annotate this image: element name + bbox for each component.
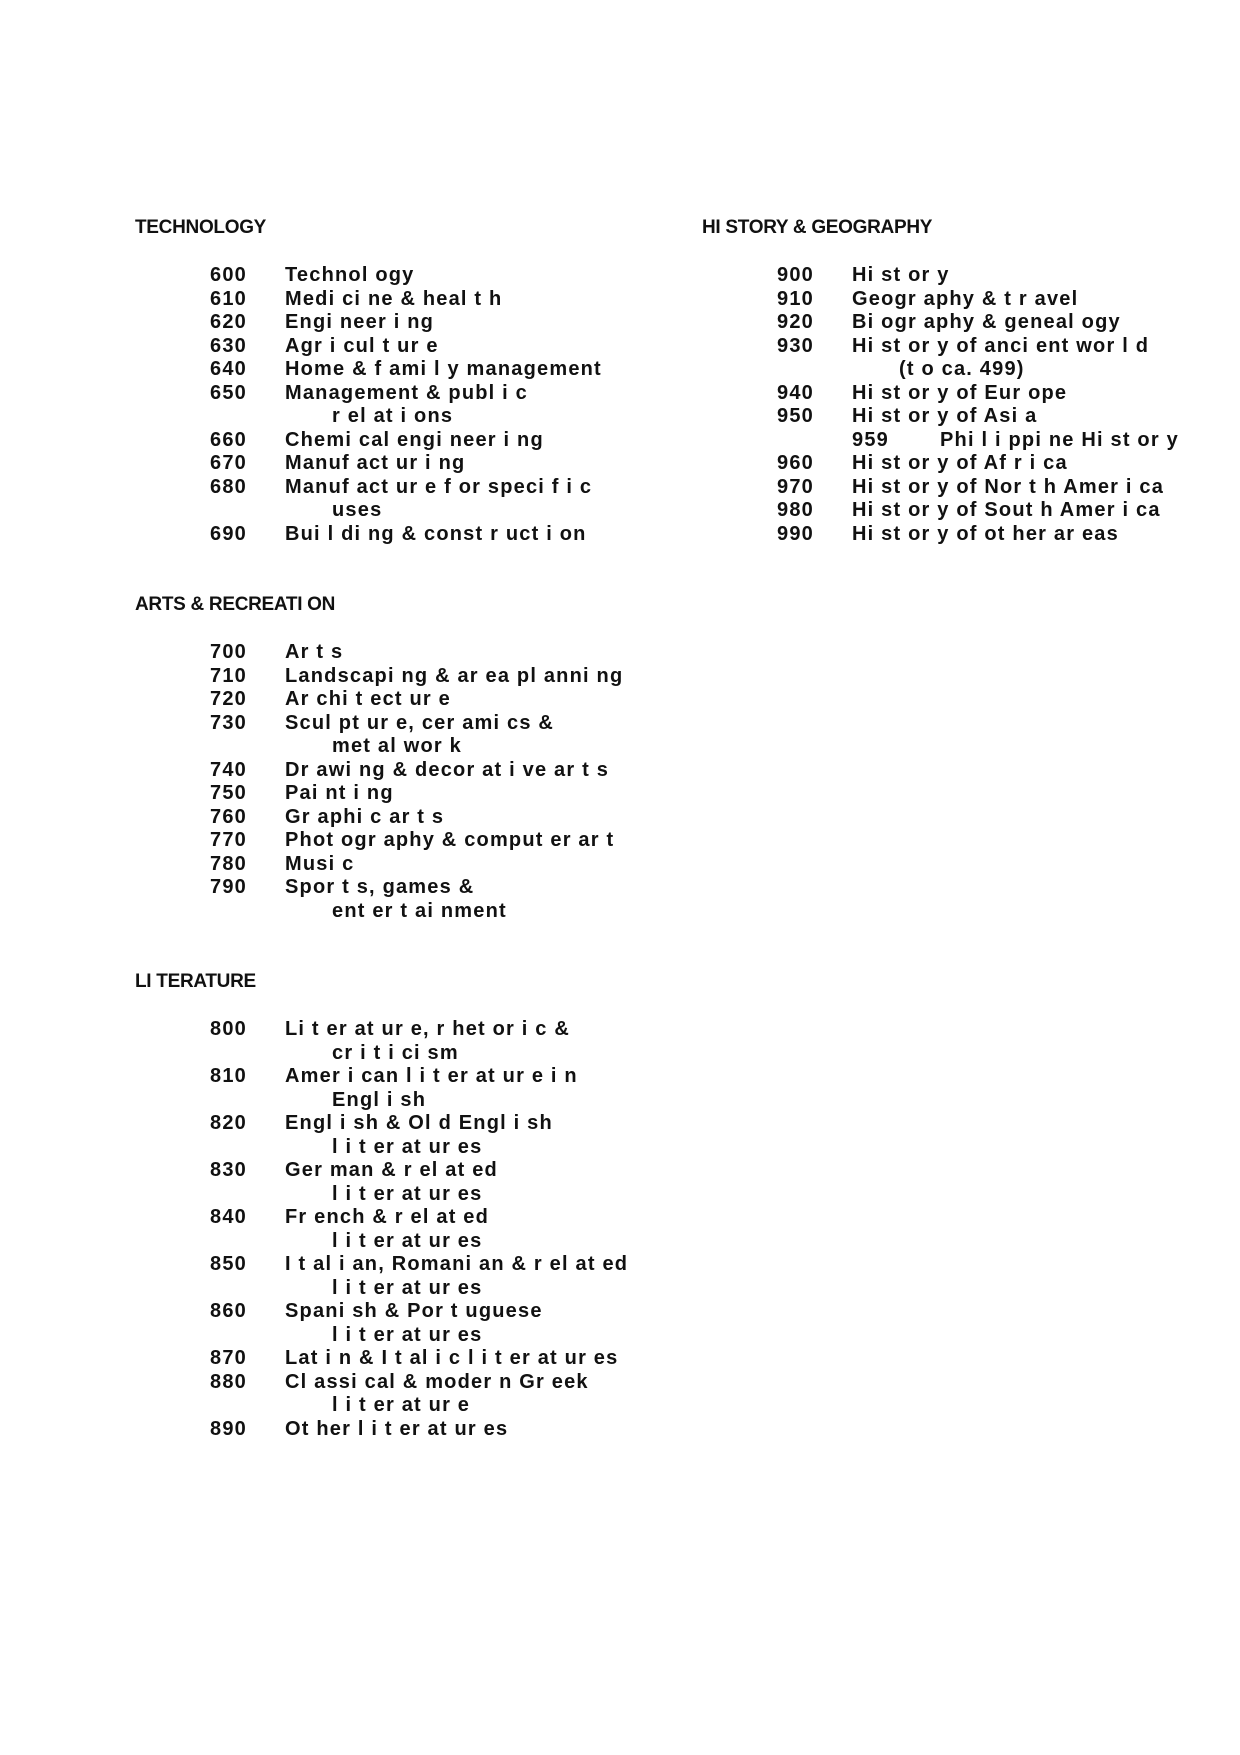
class-code: 650 — [210, 381, 247, 404]
class-label: Gr aphi c ar t s — [285, 805, 445, 828]
class-code: 860 — [210, 1300, 247, 1322]
class-label: Geogr aphy & t r avel — [852, 287, 1079, 310]
class-label: Medi ci ne & heal t h — [285, 287, 503, 310]
class-label: Spor t s, games & — [285, 876, 475, 898]
class-code: 770 — [210, 829, 247, 851]
class-label: Cl assi cal & moder n Gr eek — [285, 1370, 589, 1393]
class-code: 690 — [210, 522, 247, 545]
class-label-continuation: l i t er at ur es — [332, 1135, 483, 1158]
class-label-continuation: ent er t ai nment — [332, 899, 507, 922]
class-code: 820 — [210, 1112, 247, 1134]
class-code: 900 — [777, 264, 814, 286]
class-label: Scul pt ur e, cer ami cs & — [285, 711, 555, 734]
class-label-continuation: uses — [332, 499, 383, 521]
class-code: 880 — [210, 1370, 247, 1393]
class-code: 910 — [777, 287, 814, 310]
class-label: Ger man & r el at ed — [285, 1159, 498, 1181]
class-label-continuation: l i t er at ur e — [332, 1394, 471, 1416]
class-code: 980 — [777, 499, 814, 521]
class-code: 660 — [210, 428, 247, 451]
class-code: 760 — [210, 805, 247, 828]
class-label-continuation: l i t er at ur es — [332, 1323, 483, 1346]
subclass-code: 959 — [852, 428, 889, 451]
class-label: Bui l di ng & const r uct i on — [285, 522, 587, 545]
class-label: Phot ogr aphy & comput er ar t — [285, 829, 615, 851]
class-label-continuation: l i t er at ur es — [332, 1229, 483, 1252]
class-label-continuation: cr i t i ci sm — [332, 1041, 459, 1064]
class-label: Agr i cul t ur e — [285, 334, 439, 357]
class-label: I t al i an, Romani an & r el at ed — [285, 1253, 629, 1275]
class-code: 720 — [210, 688, 247, 710]
class-label: Hi st or y of Nor t h Amer i ca — [852, 475, 1165, 498]
class-code: 600 — [210, 264, 247, 286]
class-code: 920 — [777, 311, 814, 333]
class-label: Hi st or y — [852, 264, 950, 286]
class-label-continuation: Engl i sh — [332, 1088, 427, 1111]
class-label: Engi neer i ng — [285, 311, 435, 333]
class-code: 680 — [210, 475, 247, 498]
class-code: 940 — [777, 381, 814, 404]
class-code: 810 — [210, 1065, 247, 1087]
class-code: 750 — [210, 782, 247, 804]
class-code: 990 — [777, 522, 814, 545]
subclass-label: Phi l i ppi ne Hi st or y — [940, 428, 1179, 451]
class-label: Hi st or y of ot her ar eas — [852, 522, 1119, 545]
class-label: Engl i sh & Ol d Engl i sh — [285, 1112, 553, 1134]
class-label: Hi st or y of Eur ope — [852, 381, 1068, 404]
class-code: 800 — [210, 1018, 247, 1040]
class-label: Manuf act ur e f or speci f i c — [285, 475, 593, 498]
section-heading-history-geography: HI STORY & GEOGRAPHY — [702, 217, 933, 238]
class-code: 630 — [210, 334, 247, 357]
class-label: Hi st or y of Asi a — [852, 405, 1038, 427]
class-label-continuation: (t o ca. 499) — [899, 358, 1025, 380]
class-label: Lat i n & I t al i c l i t er at ur es — [285, 1347, 619, 1369]
class-label: Spani sh & Por t uguese — [285, 1300, 543, 1322]
class-code: 730 — [210, 711, 247, 734]
section-heading-technology: TECHNOLOGY — [135, 217, 267, 238]
class-code: 670 — [210, 452, 247, 474]
class-code: 710 — [210, 664, 247, 687]
class-label: Bi ogr aphy & geneal ogy — [852, 311, 1121, 333]
class-label: Fr ench & r el at ed — [285, 1206, 490, 1228]
class-label-continuation: r el at i ons — [332, 405, 454, 427]
class-label: Musi c — [285, 852, 355, 875]
class-code: 740 — [210, 758, 247, 781]
class-code: 620 — [210, 311, 247, 333]
class-code: 870 — [210, 1347, 247, 1369]
class-label: Home & f ami l y management — [285, 358, 602, 380]
class-label: Hi st or y of Sout h Amer i ca — [852, 499, 1161, 521]
class-code: 790 — [210, 876, 247, 898]
class-label: Management & publ i c — [285, 381, 529, 404]
class-code: 700 — [210, 641, 247, 663]
class-label: Ar chi t ect ur e — [285, 688, 451, 710]
section-heading-arts-recreation: ARTS & RECREATI ON — [135, 594, 336, 615]
class-label-continuation: l i t er at ur es — [332, 1276, 483, 1299]
class-label: Technol ogy — [285, 264, 415, 286]
class-code: 970 — [777, 475, 814, 498]
class-label: Amer i can l i t er at ur e i n — [285, 1065, 578, 1087]
class-label: Pai nt i ng — [285, 782, 394, 804]
class-label: Hi st or y of anci ent wor l d — [852, 334, 1150, 357]
class-code: 890 — [210, 1417, 247, 1440]
class-code: 850 — [210, 1253, 247, 1275]
class-label: Li t er at ur e, r het or i c & — [285, 1018, 571, 1040]
class-label: Hi st or y of Af r i ca — [852, 452, 1068, 474]
class-code: 610 — [210, 287, 247, 310]
class-label: Ar t s — [285, 641, 344, 663]
class-label: Chemi cal engi neer i ng — [285, 428, 544, 451]
class-label: Dr awi ng & decor at i ve ar t s — [285, 758, 610, 781]
class-label-continuation: l i t er at ur es — [332, 1182, 483, 1205]
class-code: 640 — [210, 358, 247, 380]
class-code: 840 — [210, 1206, 247, 1228]
class-code: 950 — [777, 405, 814, 427]
class-label-continuation: met al wor k — [332, 735, 462, 757]
class-label: Manuf act ur i ng — [285, 452, 466, 474]
class-label: Ot her l i t er at ur es — [285, 1417, 509, 1440]
class-code: 930 — [777, 334, 814, 357]
section-heading-literature: LI TERATURE — [135, 971, 256, 992]
class-code: 830 — [210, 1159, 247, 1181]
class-code: 780 — [210, 852, 247, 875]
class-label: Landscapi ng & ar ea pl anni ng — [285, 664, 624, 687]
class-code: 960 — [777, 452, 814, 474]
